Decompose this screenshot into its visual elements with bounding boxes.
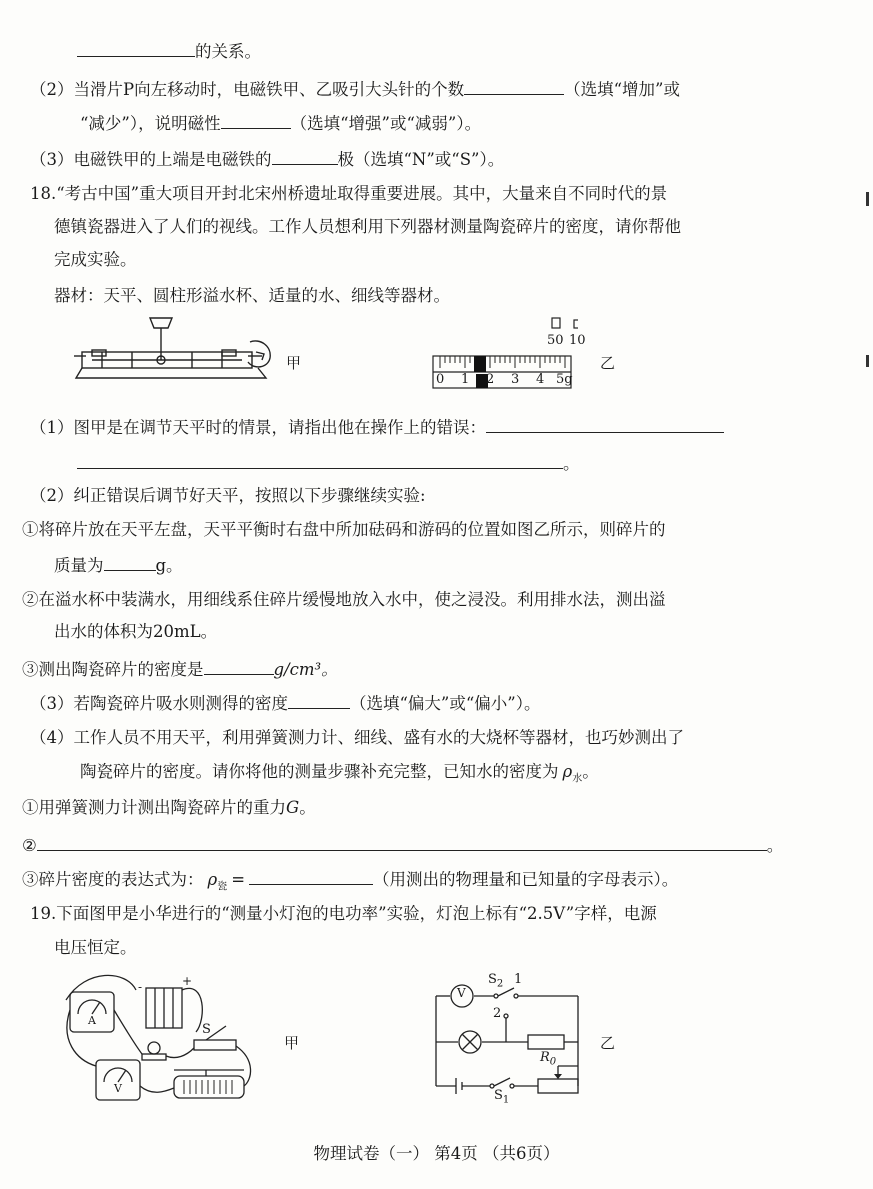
voltmeter-label: V [114,1082,122,1095]
q17-part2-cont: “减少”），说明磁性 （选填“增强”或“减弱”）。 [80,110,481,136]
switch-s1-label: $S_1$ [494,1088,510,1106]
ruler-label-3: 3 [511,372,520,387]
answer-blank[interactable] [104,552,156,571]
weight-label-10: 10 [569,333,586,348]
weight-label-50: 50 [547,333,564,348]
answer-blank[interactable] [77,450,563,469]
q18-part3: （3）若陶瓷碎片吸水则测得的密度 （选填“偏大”或“偏小”）。 [30,690,541,716]
q19-stem-1: 19.下面图甲是小华进行的“测量小灯泡的电功率”实验，灯泡上标有“2.5V”字样，电源 [30,904,657,923]
figure-label-jia: 甲 [286,354,302,372]
position-1-label: 1 [514,972,523,987]
scan-edge-mark [866,192,869,206]
q18-step1-cont: 质量为 g。 [54,552,183,578]
q18-step1: ①将碎片放在天平左盘，天平平衡时右盘中所加砝码和游码的位置如图乙所示，则碎片的 [22,520,666,539]
answer-blank[interactable] [272,146,338,165]
switch-s2-label: $S_2$ [488,972,504,990]
r0-label: $R_0$ [540,1050,557,1068]
q18-stem-2: 德镇瓷器进入了人们的视线。工作人员想利用下列器材测量陶瓷碎片的密度，请你帮他 [54,217,681,236]
q18-task3: ③碎片密度的表达式为： $\rho_瓷$ = （用测出的物理量和已知量的字母表示）。 [22,866,678,899]
q17-part2: （2）当滑片P向左移动时，电磁铁甲、乙吸引大头针的个数 （选填“增加”或 [30,76,680,102]
q18-part1: （1）图甲是在调节天平时的情景，请指出他在操作上的错误： [30,414,724,440]
balance-figure [72,312,282,394]
circuit-diagram-drawing [428,976,598,1106]
figure-label-yi: 乙 [600,354,616,372]
ruler-label-4: 4 [536,372,545,387]
q18-part4: （4）工作人员不用天平，利用弹簧测力计、细线、盛有水的大烧杯等器材，也巧妙测出了 [30,728,684,747]
q17-continuation: 的关系。 [77,38,261,64]
weight-10-icon [574,320,578,328]
q18-materials: 器材：天平、圆柱形溢水杯、适量的水、细线等器材。 [54,286,450,305]
balance-drawing [72,312,282,394]
q18-part1-cont: 。 [77,450,580,476]
q18-step2-cont: 出水的体积为20mL。 [54,622,218,641]
ruler-ticks [440,356,565,368]
answer-blank[interactable] [204,656,274,675]
ruler-label-5g: 5g [556,372,573,387]
scan-edge-mark [866,355,869,367]
physical-circuit-figure [56,970,286,1115]
knife-switch-icon [194,1040,236,1050]
answer-blank[interactable] [486,414,724,433]
answer-blank[interactable] [77,38,195,57]
answer-blank[interactable] [288,690,350,709]
q18-stem-1: 18.“考古中国”重大项目开封北宋州桥遗址取得重要进展。其中，大量来自不同时代的景 [30,184,668,203]
answer-blank[interactable] [37,832,767,851]
q18-stem-3: 完成实验。 [54,250,137,269]
circuit-figure-label-jia: 甲 [284,1034,300,1052]
q18-task2: ② 。 [22,832,783,858]
resistor-r0-symbol [528,1035,564,1049]
answer-blank[interactable] [464,76,564,95]
q18-part2-head: （2）纠正错误后调节好天平，按照以下步骤继续实验: [30,486,426,505]
q18-part4-cont: 陶瓷碎片的密度。请你将他的测量步骤补充完整，已知水的密度为 $\rho_水$。 [80,762,599,785]
q17-part3: （3）电磁铁甲的上端是电磁铁的 极（选填“N”或“S”）。 [30,146,504,172]
q18-step3: ③测出陶瓷碎片的密度是 g/cm³。 [22,656,338,682]
battery-plus-label: + [182,974,193,988]
physical-circuit-drawing [56,970,286,1115]
switch-label: S [202,1022,211,1037]
circuit-diagram-figure [428,972,598,1106]
weight-50-icon [552,318,560,328]
ammeter-label: A [88,1014,96,1027]
page-footer: 物理试卷（一） 第4页 （共6页） [313,1144,560,1163]
battery-minus-label: - [138,980,143,994]
answer-blank[interactable] [221,110,291,129]
q19-stem-2: 电压恒定。 [54,938,137,957]
voltmeter-symbol-label: V [457,986,466,1000]
circuit-figure-label-yi: 乙 [600,1034,616,1052]
answer-blank[interactable] [249,866,373,885]
position-2-label: 2 [493,1006,502,1021]
weights-ruler-figure [428,312,586,396]
rheostat-symbol [538,1079,578,1093]
rider-upper [474,356,486,372]
q18-step2: ②在溢水杯中装满水，用细线系住碎片缓慢地放入水中，使之浸没。利用排水法，测出溢 [22,590,666,609]
ruler-label-1: 1 [461,372,470,387]
switch-s1-blade [494,1078,510,1086]
q18-task1: ①用弹簧测力计测出陶瓷碎片的重力G。 [22,798,316,817]
bulb-icon [148,1042,160,1054]
ruler-label-2: 2 [486,372,495,387]
ruler-label-0: 0 [436,372,445,387]
